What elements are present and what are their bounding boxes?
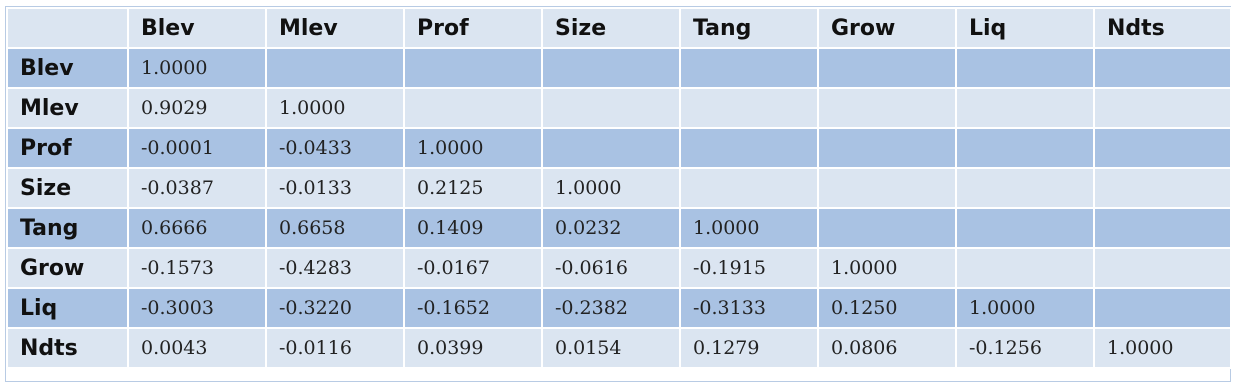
correlation-cell: -0.1652	[404, 288, 542, 328]
row-header-ndts: Ndts	[7, 328, 128, 368]
correlation-cell: 0.1279	[680, 328, 818, 368]
correlation-cell: -0.3220	[266, 288, 404, 328]
column-header-grow: Grow	[818, 8, 956, 48]
correlation-cell	[680, 48, 818, 88]
correlation-cell: -0.0116	[266, 328, 404, 368]
correlation-cell: -0.0001	[128, 128, 266, 168]
correlation-cell	[1094, 208, 1231, 248]
correlation-cell	[956, 248, 1094, 288]
correlation-cell	[680, 128, 818, 168]
row-header-grow: Grow	[7, 248, 128, 288]
table-header-row	[7, 8, 1231, 48]
correlation-cell: 0.0806	[818, 328, 956, 368]
correlation-cell	[956, 128, 1094, 168]
correlation-cell	[542, 88, 680, 128]
correlation-cell: 0.1250	[818, 288, 956, 328]
correlation-cell: -0.0133	[266, 168, 404, 208]
correlation-cell	[1094, 168, 1231, 208]
correlation-cell: -0.3133	[680, 288, 818, 328]
correlation-cell: 0.0399	[404, 328, 542, 368]
correlation-cell: 1.0000	[266, 88, 404, 128]
correlation-cell: -0.0167	[404, 248, 542, 288]
correlation-cell	[818, 48, 956, 88]
correlation-cell	[956, 208, 1094, 248]
correlation-cell: 1.0000	[404, 128, 542, 168]
table-row	[7, 88, 1231, 128]
correlation-cell	[818, 208, 956, 248]
column-header-blev: Blev	[128, 8, 266, 48]
correlation-cell	[818, 128, 956, 168]
table-row	[7, 328, 1231, 368]
row-header-mlev: Mlev	[7, 88, 128, 128]
column-header-mlev: Mlev	[266, 8, 404, 48]
table-row	[7, 248, 1231, 288]
correlation-cell	[1094, 88, 1231, 128]
correlation-cell: 1.0000	[956, 288, 1094, 328]
correlation-cell: -0.0387	[128, 168, 266, 208]
correlation-cell	[266, 48, 404, 88]
correlation-cell: 0.0043	[128, 328, 266, 368]
correlation-cell: -0.2382	[542, 288, 680, 328]
correlation-cell: 0.6658	[266, 208, 404, 248]
correlation-cell: -0.0433	[266, 128, 404, 168]
row-header-blev: Blev	[7, 48, 128, 88]
correlation-cell: 0.9029	[128, 88, 266, 128]
correlation-cell	[1094, 248, 1231, 288]
table-row	[7, 208, 1231, 248]
correlation-cell: -0.1256	[956, 328, 1094, 368]
correlation-cell: 0.6666	[128, 208, 266, 248]
row-header-size: Size	[7, 168, 128, 208]
column-header-tang: Tang	[680, 8, 818, 48]
correlation-cell: -0.1573	[128, 248, 266, 288]
correlation-cell: -0.4283	[266, 248, 404, 288]
correlation-cell: 1.0000	[1094, 328, 1231, 368]
column-header-size: Size	[542, 8, 680, 48]
correlation-cell: -0.0616	[542, 248, 680, 288]
column-header-liq: Liq	[956, 8, 1094, 48]
correlation-cell	[1094, 288, 1231, 328]
correlation-cell: -0.3003	[128, 288, 266, 328]
column-header-prof: Prof	[404, 8, 542, 48]
row-header-prof: Prof	[7, 128, 128, 168]
correlation-cell: -0.1915	[680, 248, 818, 288]
correlation-cell: 0.2125	[404, 168, 542, 208]
table-row	[7, 48, 1231, 88]
table-row	[7, 288, 1231, 328]
correlation-cell: 0.0154	[542, 328, 680, 368]
correlation-cell	[542, 48, 680, 88]
table-row	[7, 168, 1231, 208]
correlation-cell	[542, 128, 680, 168]
correlation-cell	[680, 88, 818, 128]
correlation-cell	[956, 88, 1094, 128]
correlation-cell	[818, 88, 956, 128]
correlation-cell	[680, 168, 818, 208]
table-corner-cell	[7, 8, 128, 48]
correlation-cell: 1.0000	[128, 48, 266, 88]
correlation-cell	[956, 48, 1094, 88]
correlation-cell: 0.0232	[542, 208, 680, 248]
correlation-cell	[1094, 128, 1231, 168]
correlation-cell: 1.0000	[818, 248, 956, 288]
correlation-cell	[818, 168, 956, 208]
column-header-ndts: Ndts	[1094, 8, 1231, 48]
correlation-cell	[1094, 48, 1231, 88]
row-header-tang: Tang	[7, 208, 128, 248]
table-row	[7, 128, 1231, 168]
correlation-cell: 1.0000	[542, 168, 680, 208]
correlation-cell: 1.0000	[680, 208, 818, 248]
correlation-cell	[404, 88, 542, 128]
row-header-liq: Liq	[7, 288, 128, 328]
correlation-cell: 0.1409	[404, 208, 542, 248]
correlation-cell	[956, 168, 1094, 208]
correlation-matrix-table	[6, 7, 1232, 369]
correlation-cell	[404, 48, 542, 88]
